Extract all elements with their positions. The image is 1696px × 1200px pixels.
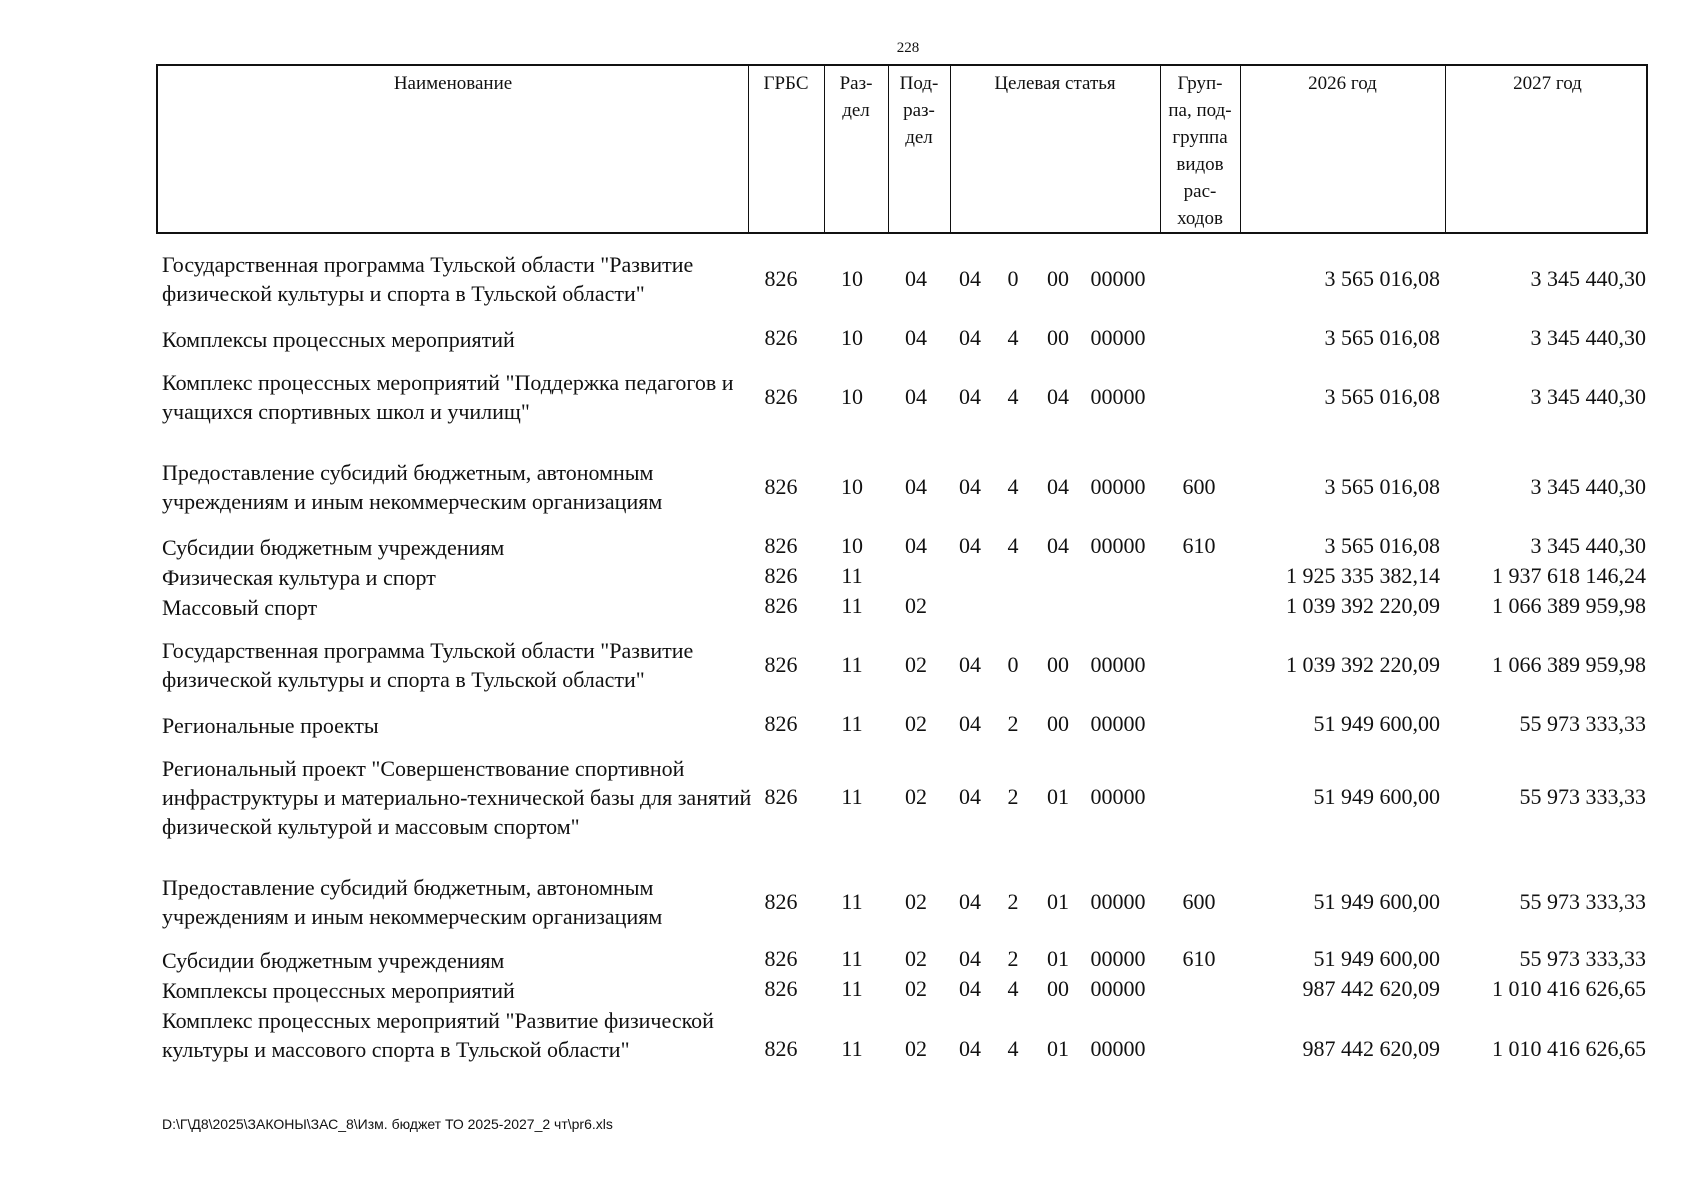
header-name: Наименование — [393, 73, 513, 94]
row-amount-2027: 1 010 416 626,65 — [1492, 1036, 1646, 1061]
row-amount-2027: 1 937 618 146,24 — [1492, 563, 1646, 588]
row-amount-2026: 51 949 600,00 — [1313, 946, 1440, 971]
row-cs-dir: 00000 — [1090, 1036, 1146, 1061]
row-podrazdel: 04 — [905, 384, 927, 409]
row-podrazdel: 04 — [905, 266, 927, 291]
row-cs-type: 2 — [1007, 711, 1019, 736]
row-amount-2026: 1 039 392 220,09 — [1286, 652, 1440, 677]
row-amount-2026: 987 442 620,09 — [1302, 976, 1440, 1001]
row-grbs: 826 — [764, 325, 798, 350]
row-amount-2026: 51 949 600,00 — [1313, 784, 1440, 809]
row-amount-2026: 3 565 016,08 — [1324, 384, 1440, 409]
row-amount-2027: 55 973 333,33 — [1519, 711, 1646, 736]
row-cs-sub: 01 — [1047, 946, 1069, 971]
row-amount-2026: 1 039 392 220,09 — [1286, 593, 1440, 618]
row-cs-type: 4 — [1007, 533, 1019, 558]
row-grbs: 826 — [764, 889, 798, 914]
row-name: Комплексы процессных мероприятий — [162, 978, 515, 1003]
row-amount-2027: 3 345 440,30 — [1530, 325, 1646, 350]
row-cs-sub: 01 — [1047, 889, 1069, 914]
row-amount-2027: 3 345 440,30 — [1530, 384, 1646, 409]
row-podrazdel: 02 — [905, 711, 927, 736]
row-cs-sub: 00 — [1047, 652, 1069, 677]
row-cs-dir: 00000 — [1090, 325, 1146, 350]
row-amount-2026: 3 565 016,08 — [1324, 266, 1440, 291]
row-name: Комплекс процессных мероприятий "Поддержка педагогов и учащихся спортивных школ и училищ" — [162, 370, 734, 424]
row-cs-sub: 04 — [1047, 384, 1069, 409]
row-vr: 600 — [1182, 889, 1216, 914]
row-razdel: 10 — [841, 266, 863, 291]
row-grbs: 826 — [764, 1036, 798, 1061]
row-amount-2027: 1 066 389 959,98 — [1492, 593, 1646, 618]
row-podrazdel: 02 — [905, 889, 927, 914]
row-podrazdel: 02 — [905, 784, 927, 809]
row-cs-dir: 00000 — [1090, 533, 1146, 558]
row-cs-type: 4 — [1007, 976, 1019, 1001]
row-cs-sub: 04 — [1047, 474, 1069, 499]
row-cs-sub: 00 — [1047, 325, 1069, 350]
row-podrazdel: 02 — [905, 652, 927, 677]
row-amount-2026: 51 949 600,00 — [1313, 711, 1440, 736]
row-amount-2026: 987 442 620,09 — [1302, 1036, 1440, 1061]
row-razdel: 10 — [841, 325, 863, 350]
row-cs-program: 04 — [959, 474, 981, 499]
footer-file-path: D:\Г\Д8\2025\ЗАКОНЫ\ЗАС_8\Изм. бюджет ТО 2025-2027_2 чт\pr6.xls — [162, 1116, 613, 1132]
row-cs-dir: 00000 — [1090, 976, 1146, 1001]
row-razdel: 11 — [841, 563, 863, 588]
row-cs-dir: 00000 — [1090, 889, 1146, 914]
row-name: Субсидии бюджетным учреждениям — [162, 948, 505, 973]
row-cs-program: 04 — [959, 325, 981, 350]
row-name: Физическая культура и спорт — [162, 565, 436, 590]
row-cs-dir: 00000 — [1090, 946, 1146, 971]
row-grbs: 826 — [764, 784, 798, 809]
row-cs-program: 04 — [959, 784, 981, 809]
row-cs-dir: 00000 — [1090, 474, 1146, 499]
row-razdel: 11 — [841, 784, 863, 809]
header-grbs: ГРБС — [763, 73, 809, 94]
row-amount-2026: 51 949 600,00 — [1313, 889, 1440, 914]
row-amount-2027: 3 345 440,30 — [1530, 533, 1646, 558]
row-razdel: 11 — [841, 1036, 863, 1061]
row-cs-type: 0 — [1007, 266, 1019, 291]
row-cs-program: 04 — [959, 889, 981, 914]
row-name: Субсидии бюджетным учреждениям — [162, 535, 505, 560]
row-name: Предоставление субсидий бюджетным, автономным учреждениям и иным некоммерческим организациям — [162, 875, 663, 929]
row-cs-type: 2 — [1007, 946, 1019, 971]
row-podrazdel: 04 — [905, 474, 927, 499]
row-grbs: 826 — [764, 711, 798, 736]
row-cs-sub: 01 — [1047, 784, 1069, 809]
row-amount-2027: 3 345 440,30 — [1530, 474, 1646, 499]
row-cs-type: 4 — [1007, 474, 1019, 499]
row-cs-dir: 00000 — [1090, 711, 1146, 736]
row-amount-2026: 1 925 335 382,14 — [1286, 563, 1440, 588]
row-grbs: 826 — [764, 266, 798, 291]
row-razdel: 11 — [841, 711, 863, 736]
row-cs-type: 4 — [1007, 325, 1019, 350]
table-header — [156, 64, 1648, 234]
row-cs-type: 4 — [1007, 1036, 1019, 1061]
row-cs-program: 04 — [959, 266, 981, 291]
row-cs-sub: 00 — [1047, 976, 1069, 1001]
row-amount-2026: 3 565 016,08 — [1324, 325, 1440, 350]
row-amount-2027: 55 973 333,33 — [1519, 784, 1646, 809]
header-celevaya: Целевая статья — [994, 73, 1116, 94]
row-cs-dir: 00000 — [1090, 384, 1146, 409]
row-cs-type: 4 — [1007, 384, 1019, 409]
row-razdel: 10 — [841, 384, 863, 409]
row-amount-2027: 55 973 333,33 — [1519, 946, 1646, 971]
row-cs-type: 2 — [1007, 889, 1019, 914]
row-cs-program: 04 — [959, 384, 981, 409]
row-podrazdel: 04 — [905, 325, 927, 350]
row-name: Государственная программа Тульской области "Развитие физической культуры и спорта в Тульской области" — [162, 638, 694, 692]
row-podrazdel: 04 — [905, 533, 927, 558]
row-grbs: 826 — [764, 593, 798, 618]
row-cs-program: 04 — [959, 652, 981, 677]
row-cs-program: 04 — [959, 711, 981, 736]
row-name: Предоставление субсидий бюджетным, автономным учреждениям и иным некоммерческим организациям — [162, 460, 663, 514]
row-cs-dir: 00000 — [1090, 266, 1146, 291]
row-razdel: 10 — [841, 533, 863, 558]
row-razdel: 10 — [841, 474, 863, 499]
row-name: Комплексы процессных мероприятий — [162, 327, 515, 352]
row-cs-sub: 01 — [1047, 1036, 1069, 1061]
row-name: Региональные проекты — [162, 713, 379, 738]
row-podrazdel: 02 — [905, 946, 927, 971]
row-cs-type: 0 — [1007, 652, 1019, 677]
row-cs-program: 04 — [959, 1036, 981, 1061]
row-grbs: 826 — [764, 652, 798, 677]
row-grbs: 826 — [764, 474, 798, 499]
row-amount-2026: 3 565 016,08 — [1324, 474, 1440, 499]
page-number: 228 — [896, 40, 920, 56]
row-podrazdel: 02 — [905, 976, 927, 1001]
row-razdel: 11 — [841, 946, 863, 971]
row-grbs: 826 — [764, 533, 798, 558]
row-amount-2027: 55 973 333,33 — [1519, 889, 1646, 914]
row-amount-2027: 1 066 389 959,98 — [1492, 652, 1646, 677]
row-podrazdel: 02 — [905, 593, 927, 618]
row-cs-program: 04 — [959, 946, 981, 971]
header-podrazdel: Под- раз- дел — [899, 73, 939, 148]
header-gruppa: Груп- па, под- группа видов рас- ходов — [1168, 73, 1232, 229]
row-name: Комплекс процессных мероприятий "Развитие физической культуры и массового спорта в Тульской области" — [162, 1008, 714, 1062]
header-razdel: Раз- дел — [839, 73, 873, 121]
row-cs-dir: 00000 — [1090, 652, 1146, 677]
row-name: Государственная программа Тульской области "Развитие физической культуры и спорта в Тульской области" — [162, 252, 694, 306]
row-cs-program: 04 — [959, 976, 981, 1001]
row-name: Региональный проект "Совершенствование спортивной инфраструктуры и материально-технической базы для занятий физической культурой и массовым спортом" — [162, 756, 752, 839]
row-cs-sub: 00 — [1047, 266, 1069, 291]
row-vr: 610 — [1182, 946, 1216, 971]
row-amount-2026: 3 565 016,08 — [1324, 533, 1440, 558]
row-amount-2027: 1 010 416 626,65 — [1492, 976, 1646, 1001]
header-year-2026: 2026 год — [1308, 73, 1377, 94]
row-grbs: 826 — [764, 384, 798, 409]
row-razdel: 11 — [841, 889, 863, 914]
row-razdel: 11 — [841, 593, 863, 618]
row-cs-program: 04 — [959, 533, 981, 558]
row-vr: 600 — [1182, 474, 1216, 499]
row-grbs: 826 — [764, 946, 798, 971]
row-vr: 610 — [1182, 533, 1216, 558]
row-cs-type: 2 — [1007, 784, 1019, 809]
row-grbs: 826 — [764, 563, 798, 588]
header-year-2027: 2027 год — [1513, 73, 1582, 94]
row-razdel: 11 — [841, 976, 863, 1001]
row-grbs: 826 — [764, 976, 798, 1001]
row-podrazdel: 02 — [905, 1036, 927, 1061]
row-name: Массовый спорт — [162, 595, 318, 620]
row-razdel: 11 — [841, 652, 863, 677]
row-cs-sub: 00 — [1047, 711, 1069, 736]
row-amount-2027: 3 345 440,30 — [1530, 266, 1646, 291]
row-cs-sub: 04 — [1047, 533, 1069, 558]
row-cs-dir: 00000 — [1090, 784, 1146, 809]
